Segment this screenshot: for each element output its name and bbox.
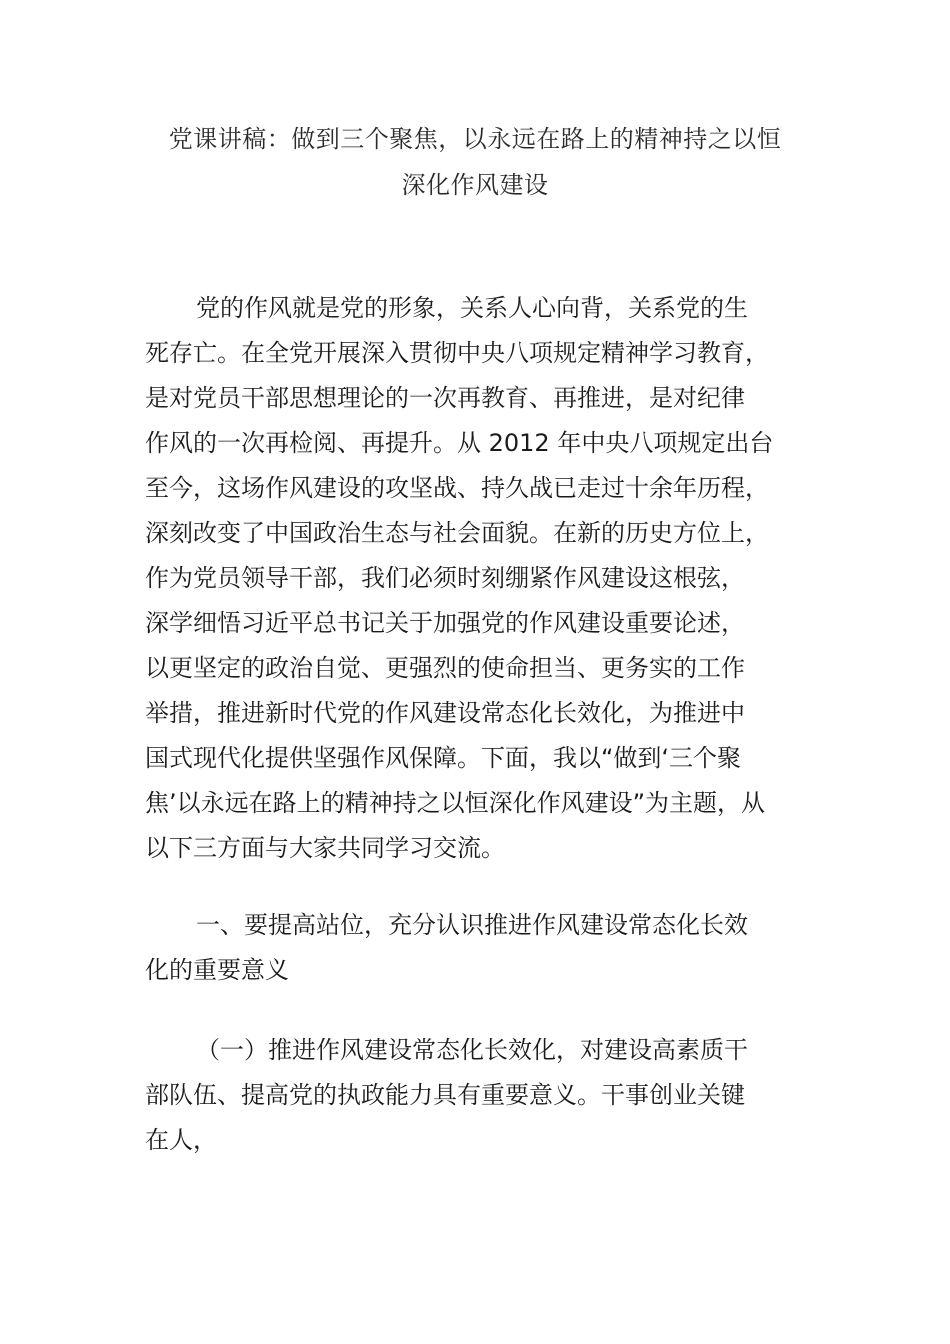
paragraph-line: 部队伍、提高党的执政能力具有重要意义。干事创业关键 [145, 1081, 745, 1109]
paragraph-line: 作风的一次再检阅、再提升。从 2012 年中央八项规定出台 [145, 429, 774, 457]
paragraph-line: 在人， [145, 1126, 217, 1154]
paragraph-line: 作为党员领导干部，我们必须时刻绷紧作风建设这根弦， [145, 564, 745, 592]
paragraph-line: 以更坚定的政治自觉、更强烈的使命担当、更务实的工作 [145, 654, 745, 682]
paragraph-line: 深学细悟习近平总书记关于加强党的作风建设重要论述， [145, 609, 745, 637]
paragraph-line: 焦’以永远在路上的精神持之以恒深化作风建设”为主题，从 [145, 789, 766, 817]
paragraph-line: 以下三方面与大家共同学习交流。 [145, 834, 505, 862]
paragraph-line: 国式现代化提供坚强作风保障。下面，我以“做到‘三个聚 [145, 744, 742, 772]
paragraph-line: 举措，推进新时代党的作风建设常态化长效化，为推进中 [145, 699, 745, 727]
document-title-line-1: 党课讲稿：做到三个聚焦，以永远在路上的精神持之以恒 [168, 125, 782, 153]
paragraph-line: 死存亡。在全党开展深入贯彻中央八项规定精神学习教育， [145, 339, 769, 367]
heading-line: 一、要提高站位，充分认识推进作风建设常态化长效 [196, 911, 748, 939]
document-title-line-2: 深化作风建设 [401, 171, 549, 199]
heading-line: 化的重要意义 [145, 956, 289, 984]
paragraph-line: 至今，这场作风建设的攻坚战、持久战已走过十余年历程， [145, 474, 769, 502]
paragraph-line: 深刻改变了中国政治生态与社会面貌。在新的历史方位上， [145, 519, 769, 547]
paragraph-line: 党的作风就是党的形象，关系人心向背，关系党的生 [196, 294, 748, 322]
paragraph-line: （一）推进作风建设常态化长效化，对建设高素质干 [196, 1036, 748, 1064]
paragraph-line: 是对党员干部思想理论的一次再教育、再推进，是对纪律 [145, 384, 745, 412]
